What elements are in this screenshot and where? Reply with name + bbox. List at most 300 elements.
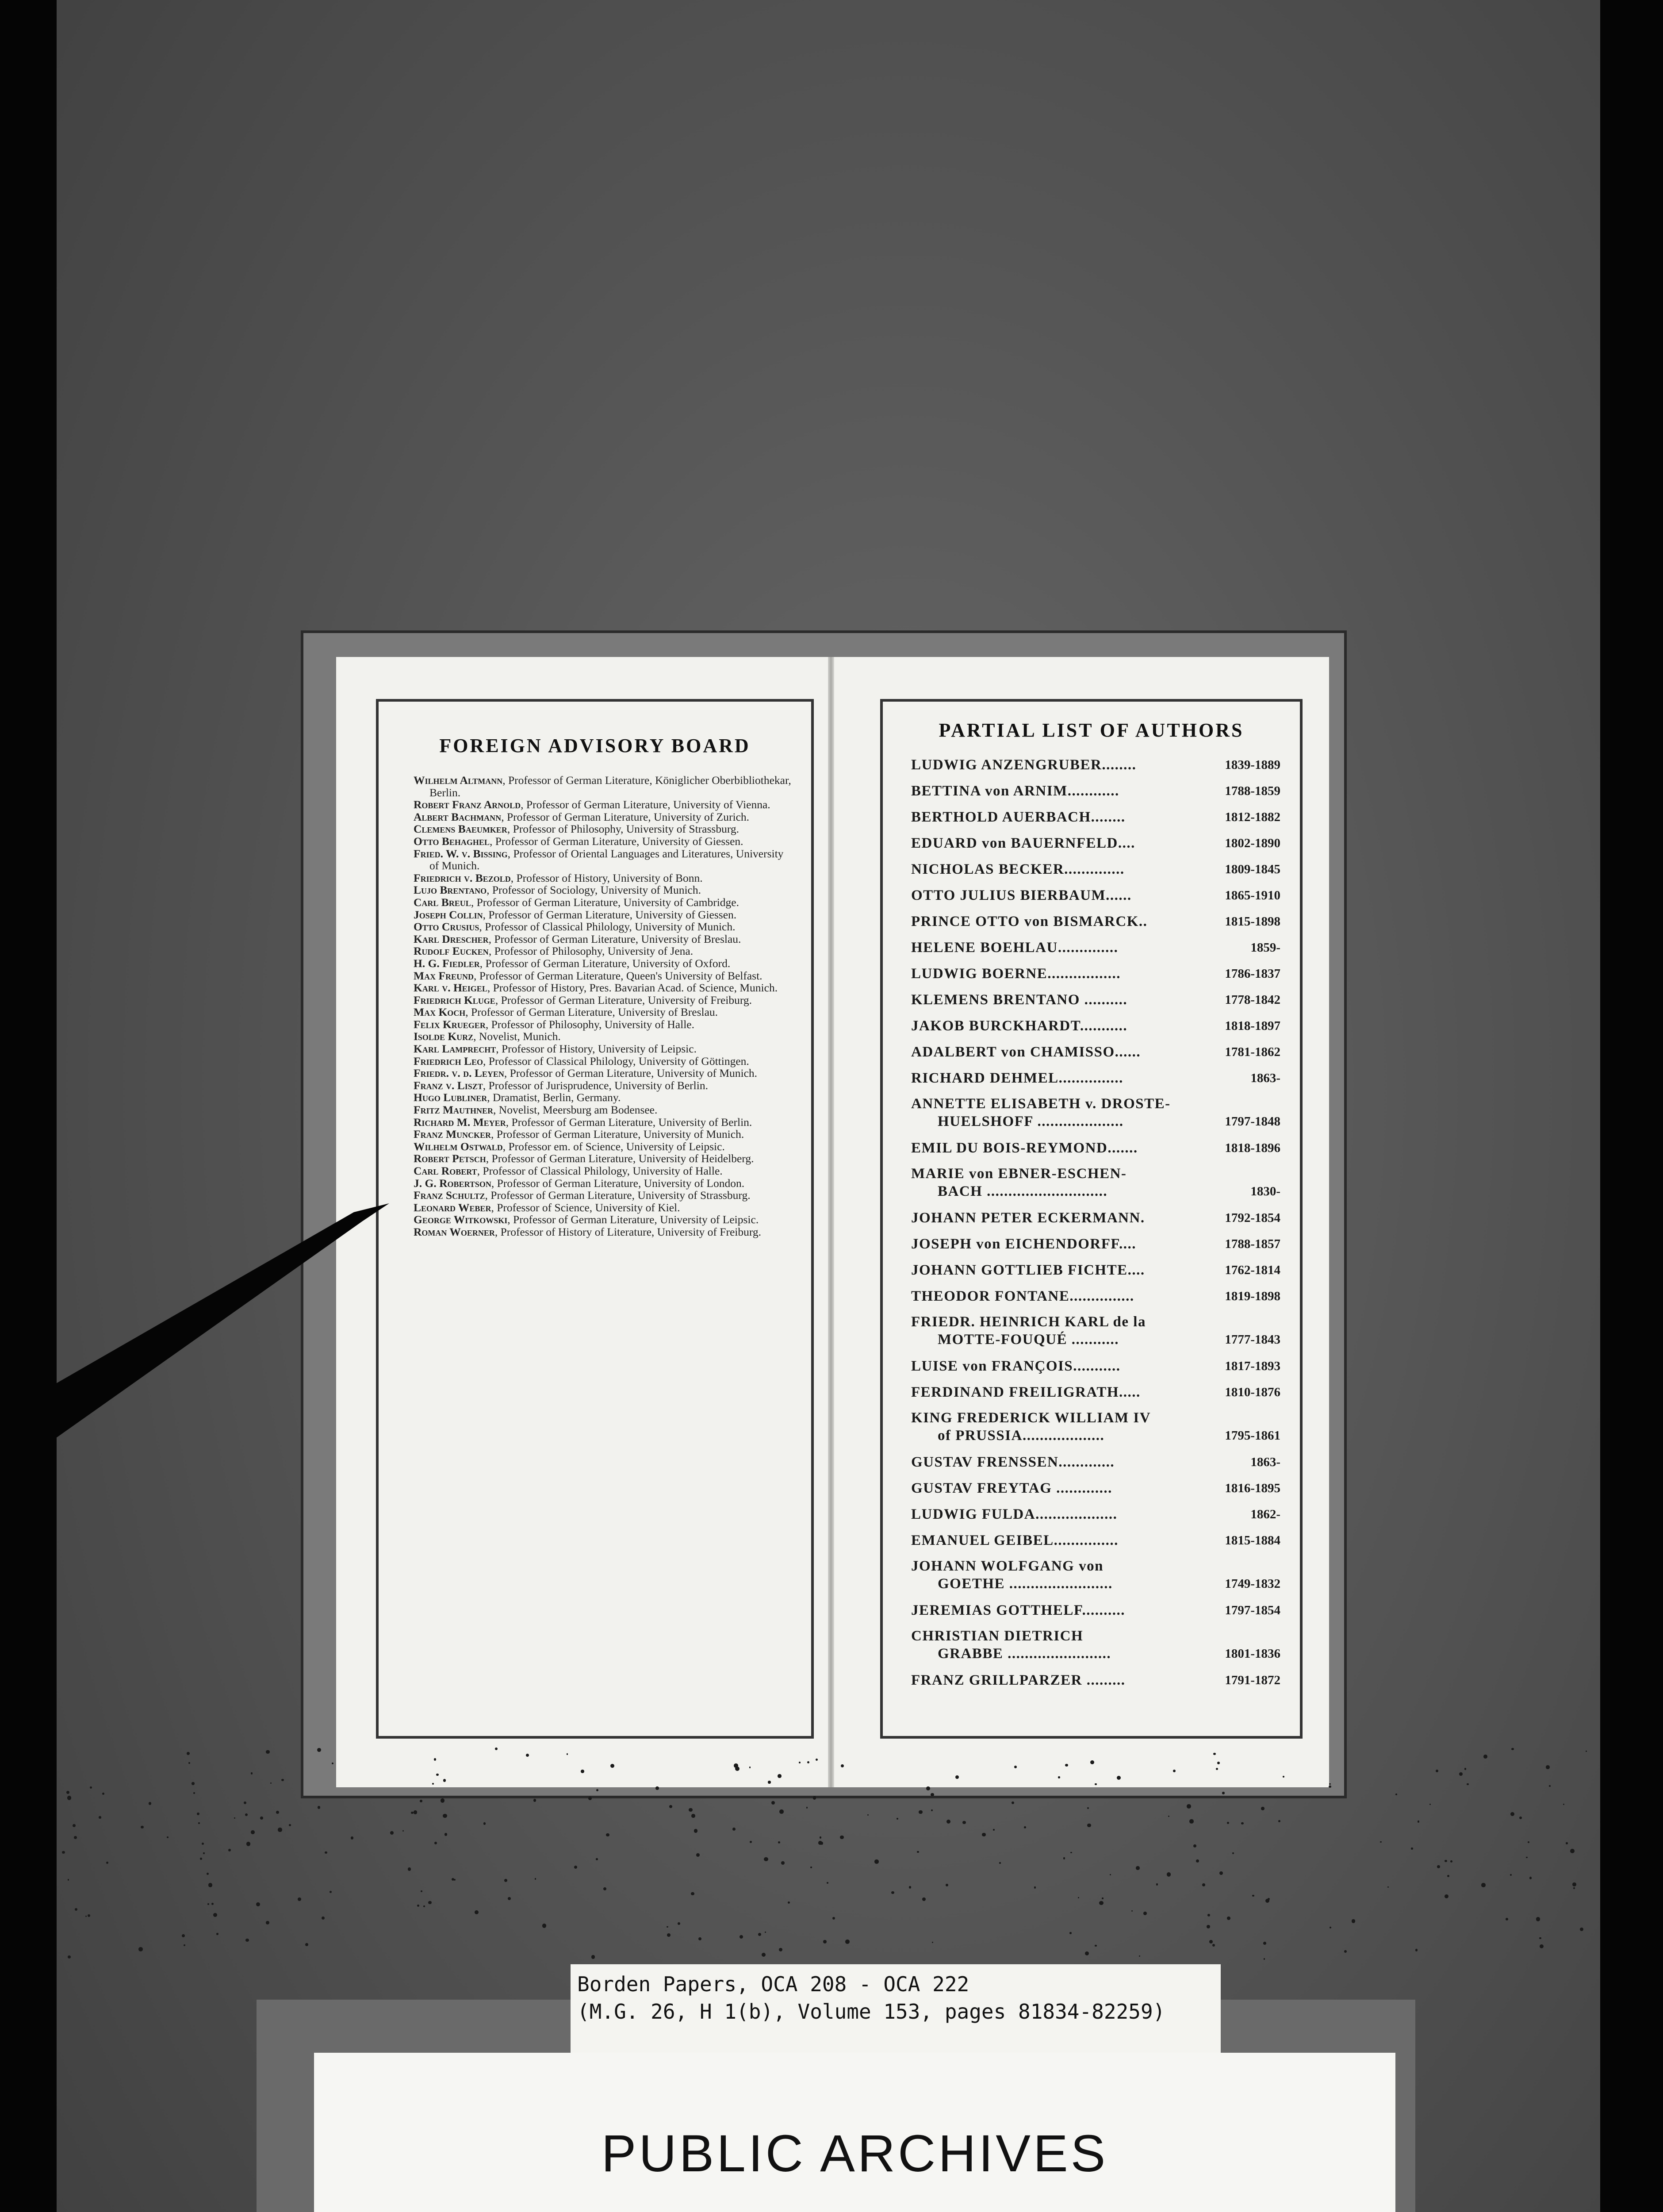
- film-speck: [591, 1955, 595, 1959]
- film-speck: [823, 1940, 827, 1943]
- author-name: EDUARD von BAUERNFELD....: [911, 835, 1135, 851]
- film-speck: [768, 1781, 770, 1783]
- author-entry: [911, 935, 1280, 961]
- author-entry: [911, 1502, 1280, 1528]
- author-name-continued: GOETHE ........................: [938, 1576, 1113, 1592]
- film-speck: [1189, 1819, 1194, 1824]
- film-speck: [198, 1822, 200, 1824]
- film-speck: [208, 1883, 213, 1887]
- author-dates: 1817-1893: [1225, 1359, 1280, 1373]
- film-speck: [926, 1786, 930, 1790]
- film-speck: [734, 1763, 738, 1768]
- author-dates: 1788-1857: [1225, 1237, 1280, 1251]
- board-member: [414, 896, 794, 909]
- film-speck: [322, 1916, 325, 1920]
- film-speck: [1187, 1804, 1191, 1809]
- board-member-name: Wilhelm Ostwald: [414, 1140, 503, 1153]
- author-dates: 1797-1848: [1225, 1114, 1280, 1129]
- author-name-continued: GRABBE ........................: [938, 1646, 1111, 1662]
- film-speck: [1566, 1842, 1568, 1844]
- film-speck: [1510, 1874, 1512, 1876]
- film-speck: [330, 1891, 332, 1893]
- film-speck: [266, 1921, 269, 1924]
- film-speck: [841, 1764, 844, 1767]
- board-member: [414, 994, 794, 1006]
- author-entry: [911, 883, 1280, 909]
- film-speck: [1529, 1877, 1532, 1879]
- film-speck: [149, 1802, 151, 1805]
- film-speck: [810, 1866, 812, 1868]
- author-name: LUDWIG BOERNE.................: [911, 966, 1121, 982]
- author-name: ANNETTE ELISABETH v. DROSTE-: [911, 1096, 1171, 1112]
- author-dates: 1862-: [1250, 1507, 1280, 1521]
- board-member-description: , Professor of German Literature, University of Heidelberg.: [486, 1152, 754, 1165]
- author-name: JOHANN GOTTLIEB FICHTE....: [911, 1262, 1145, 1278]
- film-speck: [1063, 1857, 1065, 1859]
- author-dates: 1839-1889: [1225, 758, 1280, 772]
- film-speck: [1217, 1762, 1220, 1764]
- board-member-name: Karl Lamprecht: [414, 1042, 496, 1056]
- film-speck: [1216, 1768, 1218, 1770]
- board-member-description: , Professor of German Literature, University of Freiburg.: [495, 993, 752, 1006]
- film-speck: [909, 1886, 912, 1889]
- board-member-name: Wilhelm Altmann: [414, 774, 503, 787]
- author-name: EMANUEL GEIBEL...............: [911, 1532, 1119, 1548]
- author-entry: [911, 1528, 1280, 1554]
- film-speck: [73, 1824, 76, 1827]
- board-member-description: , Professor of Jurisprudence, University of Berlin.: [483, 1079, 708, 1092]
- film-speck: [867, 1814, 869, 1816]
- film-speck: [1329, 1786, 1331, 1788]
- film-speck: [246, 1842, 251, 1846]
- film-speck: [1090, 1760, 1094, 1764]
- author-name: LUDWIG ANZENGRUBER........: [911, 757, 1137, 773]
- film-speck: [581, 1770, 584, 1773]
- author-name: OTTO JULIUS BIERBAUM......: [911, 887, 1132, 903]
- board-member-description: , Professor of Classical Philology, University of Göttingen.: [483, 1054, 749, 1068]
- film-speck: [508, 1897, 511, 1900]
- film-speck: [408, 1867, 411, 1870]
- author-entry: [911, 752, 1280, 778]
- film-speck: [203, 1852, 204, 1854]
- film-speck: [281, 1779, 284, 1781]
- board-member-name: Joseph Collin: [414, 908, 483, 921]
- film-speck: [1536, 1917, 1540, 1921]
- board-member: [414, 1104, 794, 1116]
- film-speck: [1095, 1945, 1096, 1947]
- board-member: [414, 1091, 794, 1104]
- film-speck: [1014, 1766, 1017, 1768]
- film-speck: [1546, 1765, 1550, 1769]
- film-speck: [1352, 1919, 1356, 1923]
- board-member: [414, 835, 794, 848]
- advisory-board-list: [414, 774, 794, 1238]
- board-member: [414, 982, 794, 994]
- board-member-name: Friedrich Leo: [414, 1054, 483, 1068]
- author-dates: 1749-1832: [1225, 1577, 1280, 1591]
- film-speck: [732, 1828, 736, 1831]
- author-name: GUSTAV FRENSSEN.............: [911, 1454, 1115, 1470]
- author-entry: [911, 1449, 1280, 1475]
- author-entry: [911, 804, 1280, 830]
- film-speck: [1261, 1807, 1264, 1810]
- author-dates: 1812-1882: [1225, 810, 1280, 824]
- film-speck: [689, 1808, 692, 1812]
- board-member: [414, 1141, 794, 1153]
- board-member-name: Robert Petsch: [414, 1152, 486, 1165]
- film-speck: [1087, 1824, 1091, 1827]
- author-name: JEREMIAS GOTTHELF..........: [911, 1602, 1125, 1618]
- author-dates: 1815-1884: [1225, 1533, 1280, 1548]
- board-member: [414, 1226, 794, 1238]
- author-dates: 1786-1837: [1225, 967, 1280, 981]
- film-speck: [74, 1836, 77, 1839]
- board-member-description: , Professor of History, University of Leipsic.: [496, 1042, 697, 1056]
- film-speck: [1136, 1866, 1140, 1870]
- film-speck: [1450, 1860, 1452, 1863]
- board-member-description: , Professor of Philosophy, University of Halle.: [485, 1018, 694, 1031]
- author-name: CHRISTIAN DIETRICH: [911, 1628, 1084, 1644]
- board-member-description: , Professor of Philosophy, University of Jena.: [488, 945, 694, 958]
- film-speck: [443, 1779, 446, 1782]
- film-speck: [820, 1842, 824, 1845]
- film-speck: [999, 1862, 1000, 1863]
- board-member: [414, 1165, 794, 1177]
- board-member-description: , Professor of German Literature, University of Berlin.: [506, 1115, 752, 1129]
- board-member: [414, 970, 794, 982]
- board-member-description: , Professor of German Literature, University of Munich.: [491, 1128, 744, 1141]
- author-name: EMIL DU BOIS-REYMOND.......: [911, 1140, 1138, 1156]
- board-member-name: Otto Behaghel: [414, 834, 490, 848]
- film-speck: [1034, 1886, 1036, 1888]
- film-speck: [428, 1901, 431, 1904]
- author-name: JOHANN WOLFGANG von: [911, 1558, 1104, 1574]
- author-entry: [911, 961, 1280, 987]
- film-speck: [305, 1943, 308, 1946]
- film-speck: [1539, 1937, 1541, 1939]
- board-member-description: , Novelist, Meersburg am Bodensee.: [493, 1103, 658, 1117]
- board-member: [414, 909, 794, 921]
- film-speck: [1143, 1912, 1147, 1915]
- film-speck: [840, 1836, 844, 1839]
- film-speck: [420, 1800, 422, 1802]
- board-member-name: Lujo Brentano: [414, 883, 487, 897]
- author-name: FRANZ GRILLPARZER .........: [911, 1672, 1126, 1688]
- film-speck: [167, 1836, 169, 1838]
- board-member-name: Max Freund: [414, 969, 474, 982]
- film-speck: [982, 1833, 985, 1836]
- film-speck: [1139, 1955, 1140, 1957]
- author-name: MARIE von EBNER-ESCHEN-: [911, 1166, 1127, 1182]
- board-member-name: Otto Crusius: [414, 920, 479, 933]
- film-speck: [414, 1810, 418, 1814]
- board-member: [414, 823, 794, 835]
- board-member-name: Fried. W. v. Bissing: [414, 847, 508, 860]
- film-speck: [1058, 1776, 1060, 1778]
- film-speck: [138, 1947, 143, 1951]
- author-dates: 1802-1890: [1225, 836, 1280, 850]
- author-entry: [911, 1667, 1280, 1694]
- board-member-description: , Professor of German Literature, University of Vienna.: [521, 798, 770, 811]
- film-speck: [750, 1841, 752, 1843]
- author-dates: 1792-1854: [1225, 1211, 1280, 1225]
- film-speck: [1329, 1783, 1330, 1785]
- author-entry: [911, 1598, 1280, 1624]
- board-member-description: , Professor of German Literature, University of Breslau.: [488, 932, 741, 945]
- board-member-name: H. G. Fiedler: [414, 956, 480, 970]
- author-name: LUISE von FRANÇOIS...........: [911, 1358, 1121, 1374]
- film-speck: [1065, 1764, 1068, 1767]
- board-member-description: , Professor of German Literature, University of Cambridge.: [471, 895, 739, 909]
- film-speck: [788, 1901, 790, 1904]
- author-dates: 1777-1843: [1225, 1333, 1280, 1347]
- film-speck: [1510, 1812, 1514, 1816]
- board-member-description: , Novelist, Munich.: [473, 1030, 561, 1043]
- board-member-name: Friedrich v. Bezold: [414, 871, 511, 884]
- board-member-description: , Professor of German Literature, University of Giessen.: [489, 834, 743, 848]
- film-speck: [758, 1933, 761, 1936]
- film-speck: [207, 1903, 209, 1905]
- board-member-name: Friedr. v. d. Leyen: [414, 1067, 504, 1080]
- film-speck: [278, 1828, 282, 1832]
- board-member-name: Isolde Kurz: [414, 1030, 474, 1043]
- film-speck: [955, 1775, 959, 1779]
- author-entry: [911, 1283, 1280, 1310]
- board-member: [414, 1043, 794, 1055]
- author-entry: [911, 1013, 1280, 1039]
- film-speck: [1445, 1894, 1448, 1898]
- board-member-name: Carl Robert: [414, 1164, 477, 1177]
- film-speck: [655, 1786, 659, 1790]
- board-member: [414, 799, 794, 811]
- board-member-name: Richard M. Meyer: [414, 1115, 506, 1129]
- board-member-description: , Professor of Classical Philology, University of Munich.: [479, 920, 736, 933]
- board-member-name: Clemens Baeumker: [414, 822, 507, 836]
- board-member-description: , Professor of German Literature, Queen's University of Belfast.: [474, 969, 763, 982]
- film-speck: [475, 1910, 479, 1914]
- film-speck: [432, 1783, 434, 1785]
- board-member-description: , Professor of German Literature, University of Strassburg.: [485, 1189, 751, 1202]
- author-entry: [911, 1135, 1280, 1161]
- board-member: [414, 1006, 794, 1018]
- film-speck: [1411, 1847, 1413, 1850]
- film-border-left: [0, 0, 57, 2212]
- author-name: JOSEPH von EICHENDORFF....: [911, 1236, 1137, 1252]
- film-speck: [1330, 1927, 1331, 1928]
- board-member: [414, 1030, 794, 1043]
- film-speck: [919, 1810, 923, 1814]
- film-speck: [85, 1916, 87, 1917]
- film-speck: [1207, 1914, 1211, 1917]
- film-speck: [696, 1853, 700, 1857]
- board-member-name: Hugo Lubliner: [414, 1091, 487, 1104]
- film-speck: [1069, 1932, 1072, 1934]
- film-speck: [289, 1824, 291, 1826]
- film-speck: [1209, 1940, 1213, 1943]
- board-member-description: , Professor of German Literature, University of Leipsic.: [507, 1213, 759, 1226]
- film-speck: [245, 1939, 249, 1942]
- board-member-name: Robert Franz Arnold: [414, 798, 521, 811]
- film-speck: [932, 1942, 933, 1943]
- film-speck: [1464, 1768, 1466, 1770]
- film-speck: [931, 1793, 934, 1796]
- author-entry: [911, 1475, 1280, 1502]
- author-entry: [911, 1039, 1280, 1065]
- film-speck: [99, 1816, 101, 1819]
- film-speck: [483, 1822, 486, 1824]
- board-member: [414, 1177, 794, 1190]
- film-speck: [1095, 1783, 1096, 1785]
- board-member-name: Fritz Mauthner: [414, 1103, 494, 1117]
- film-speck: [1264, 1958, 1265, 1960]
- film-speck: [423, 1905, 425, 1907]
- board-member: [414, 1152, 794, 1165]
- film-speck: [251, 1772, 253, 1774]
- film-speck: [781, 1861, 785, 1865]
- film-speck: [62, 1851, 65, 1854]
- film-speck: [694, 1829, 698, 1833]
- author-entry: [911, 1554, 1280, 1598]
- author-name-continued: of PRUSSIA...................: [938, 1428, 1105, 1444]
- author-entry: [911, 1091, 1280, 1135]
- board-member: [414, 1116, 794, 1129]
- author-name: ADALBERT von CHAMISSO......: [911, 1044, 1141, 1060]
- board-member-description: , Professor of German Literature, University of Zurich.: [501, 810, 750, 823]
- board-member-description: , Professor of History, University of Bonn.: [510, 871, 703, 884]
- author-entry: [911, 1231, 1280, 1257]
- film-speck: [1540, 1944, 1544, 1948]
- film-speck: [1227, 1916, 1230, 1920]
- board-member-name: Friedrich Kluge: [414, 993, 495, 1006]
- author-name: KLEMENS BRENTANO ..........: [911, 992, 1128, 1008]
- film-speck: [317, 1748, 321, 1752]
- author-name: RICHARD DEHMEL...............: [911, 1070, 1123, 1086]
- board-member-description: , Professor of Classical Philology, University of Halle.: [477, 1164, 723, 1177]
- author-dates: 1815-1898: [1225, 914, 1280, 929]
- board-member-description: , Professor of German Literature, University of London.: [491, 1176, 745, 1190]
- author-name-continued: BACH ............................: [938, 1183, 1108, 1199]
- film-speck: [691, 1814, 695, 1818]
- film-speck: [596, 1858, 598, 1860]
- film-speck: [1156, 1883, 1158, 1886]
- film-speck: [535, 1878, 536, 1879]
- board-member-description: , Professor of Oriental Languages and Literatures, University of Munich.: [429, 847, 784, 872]
- film-speck: [318, 1806, 320, 1809]
- film-speck: [962, 1821, 966, 1824]
- author-dates: 1818-1896: [1225, 1141, 1280, 1155]
- film-speck: [1241, 1822, 1243, 1824]
- author-name: FRIEDR. HEINRICH KARL de la: [911, 1314, 1146, 1330]
- author-name: HELENE BOEHLAU..............: [911, 940, 1119, 956]
- film-speck: [820, 1836, 822, 1839]
- board-member-description: , Professor of German Literature, Königlicher Oberbibliothekar, Berlin.: [429, 774, 791, 799]
- authors-list: [911, 752, 1280, 1694]
- author-dates: 1819-1898: [1225, 1289, 1280, 1303]
- film-speck: [444, 1833, 448, 1836]
- film-speck: [1212, 1944, 1215, 1947]
- film-speck: [813, 1796, 816, 1799]
- board-member: [414, 945, 794, 957]
- board-member-description: , Professor of History, Pres. Bavarian Acad. of Science, Munich.: [487, 981, 778, 995]
- film-speck: [260, 1816, 263, 1820]
- author-entry: [911, 1065, 1280, 1091]
- board-member: [414, 1189, 794, 1202]
- author-entry: [911, 778, 1280, 804]
- film-speck: [1168, 1816, 1169, 1817]
- film-speck: [1099, 1901, 1103, 1905]
- board-member-description: , Professor of History of Literature, University of Freiburg.: [494, 1225, 762, 1238]
- film-speck: [1173, 1770, 1176, 1772]
- film-speck: [1102, 1897, 1103, 1899]
- film-speck: [436, 1774, 438, 1776]
- film-speck: [197, 1813, 199, 1815]
- film-speck: [1222, 1792, 1224, 1794]
- film-speck: [421, 1890, 422, 1892]
- author-entry: [911, 1379, 1280, 1406]
- film-speck: [216, 1933, 218, 1935]
- board-member-name: Karl v. Heigel: [414, 981, 487, 995]
- board-member-name: Franz Schultz: [414, 1189, 485, 1202]
- board-member-description: , Professor em. of Science, University of Leipsic.: [502, 1140, 725, 1153]
- film-speck: [946, 1884, 948, 1886]
- board-member: [414, 872, 794, 884]
- board-member: [414, 811, 794, 823]
- film-speck: [799, 1762, 801, 1763]
- board-member-name: Karl Drescher: [414, 932, 489, 945]
- film-speck: [1467, 1783, 1468, 1785]
- author-dates: 1818-1897: [1225, 1019, 1280, 1033]
- author-entry: [911, 1406, 1280, 1449]
- film-speck: [192, 1782, 194, 1785]
- film-speck: [1511, 1748, 1514, 1750]
- film-speck: [1196, 1859, 1199, 1863]
- board-member-description: , Professor of Philosophy, University of Strassburg.: [507, 822, 739, 836]
- author-entry: [911, 1310, 1280, 1353]
- film-speck: [106, 1862, 108, 1864]
- board-member-name: Albert Bachmann: [414, 810, 502, 823]
- author-name: KING FREDERICK WILLIAM IV: [911, 1410, 1151, 1426]
- board-member-name: Leonard Weber: [414, 1201, 491, 1214]
- film-speck: [256, 1902, 260, 1906]
- board-title: FOREIGN ADVISORY BOARD: [439, 735, 751, 757]
- board-member: [414, 848, 794, 872]
- author-dates: 1810-1876: [1225, 1385, 1280, 1399]
- author-entry: [911, 1353, 1280, 1379]
- author-dates: 1788-1859: [1225, 784, 1280, 798]
- board-member: [414, 1202, 794, 1214]
- film-speck: [193, 1792, 195, 1794]
- pointer-stick: [0, 1194, 398, 1531]
- film-speck: [574, 1866, 577, 1869]
- film-speck: [606, 1833, 609, 1837]
- film-speck: [874, 1859, 879, 1864]
- board-member-name: Rudolf Eucken: [414, 945, 489, 958]
- film-speck: [764, 1857, 768, 1861]
- film-speck: [1415, 1949, 1418, 1951]
- board-member: [414, 933, 794, 945]
- film-speck: [1436, 1770, 1438, 1772]
- board-member: [414, 1018, 794, 1031]
- board-member-name: Felix Krueger: [414, 1018, 486, 1031]
- film-speck: [740, 1935, 743, 1939]
- film-speck: [200, 1858, 202, 1860]
- author-name-continued: MOTTE-FOUQUÉ ...........: [938, 1332, 1119, 1348]
- film-speck: [667, 1933, 671, 1937]
- board-member-name: Max Koch: [414, 1006, 466, 1019]
- author-name: FERDINAND FREILIGRATH.....: [911, 1384, 1141, 1400]
- board-member: [414, 1128, 794, 1141]
- film-speck: [1344, 1950, 1347, 1953]
